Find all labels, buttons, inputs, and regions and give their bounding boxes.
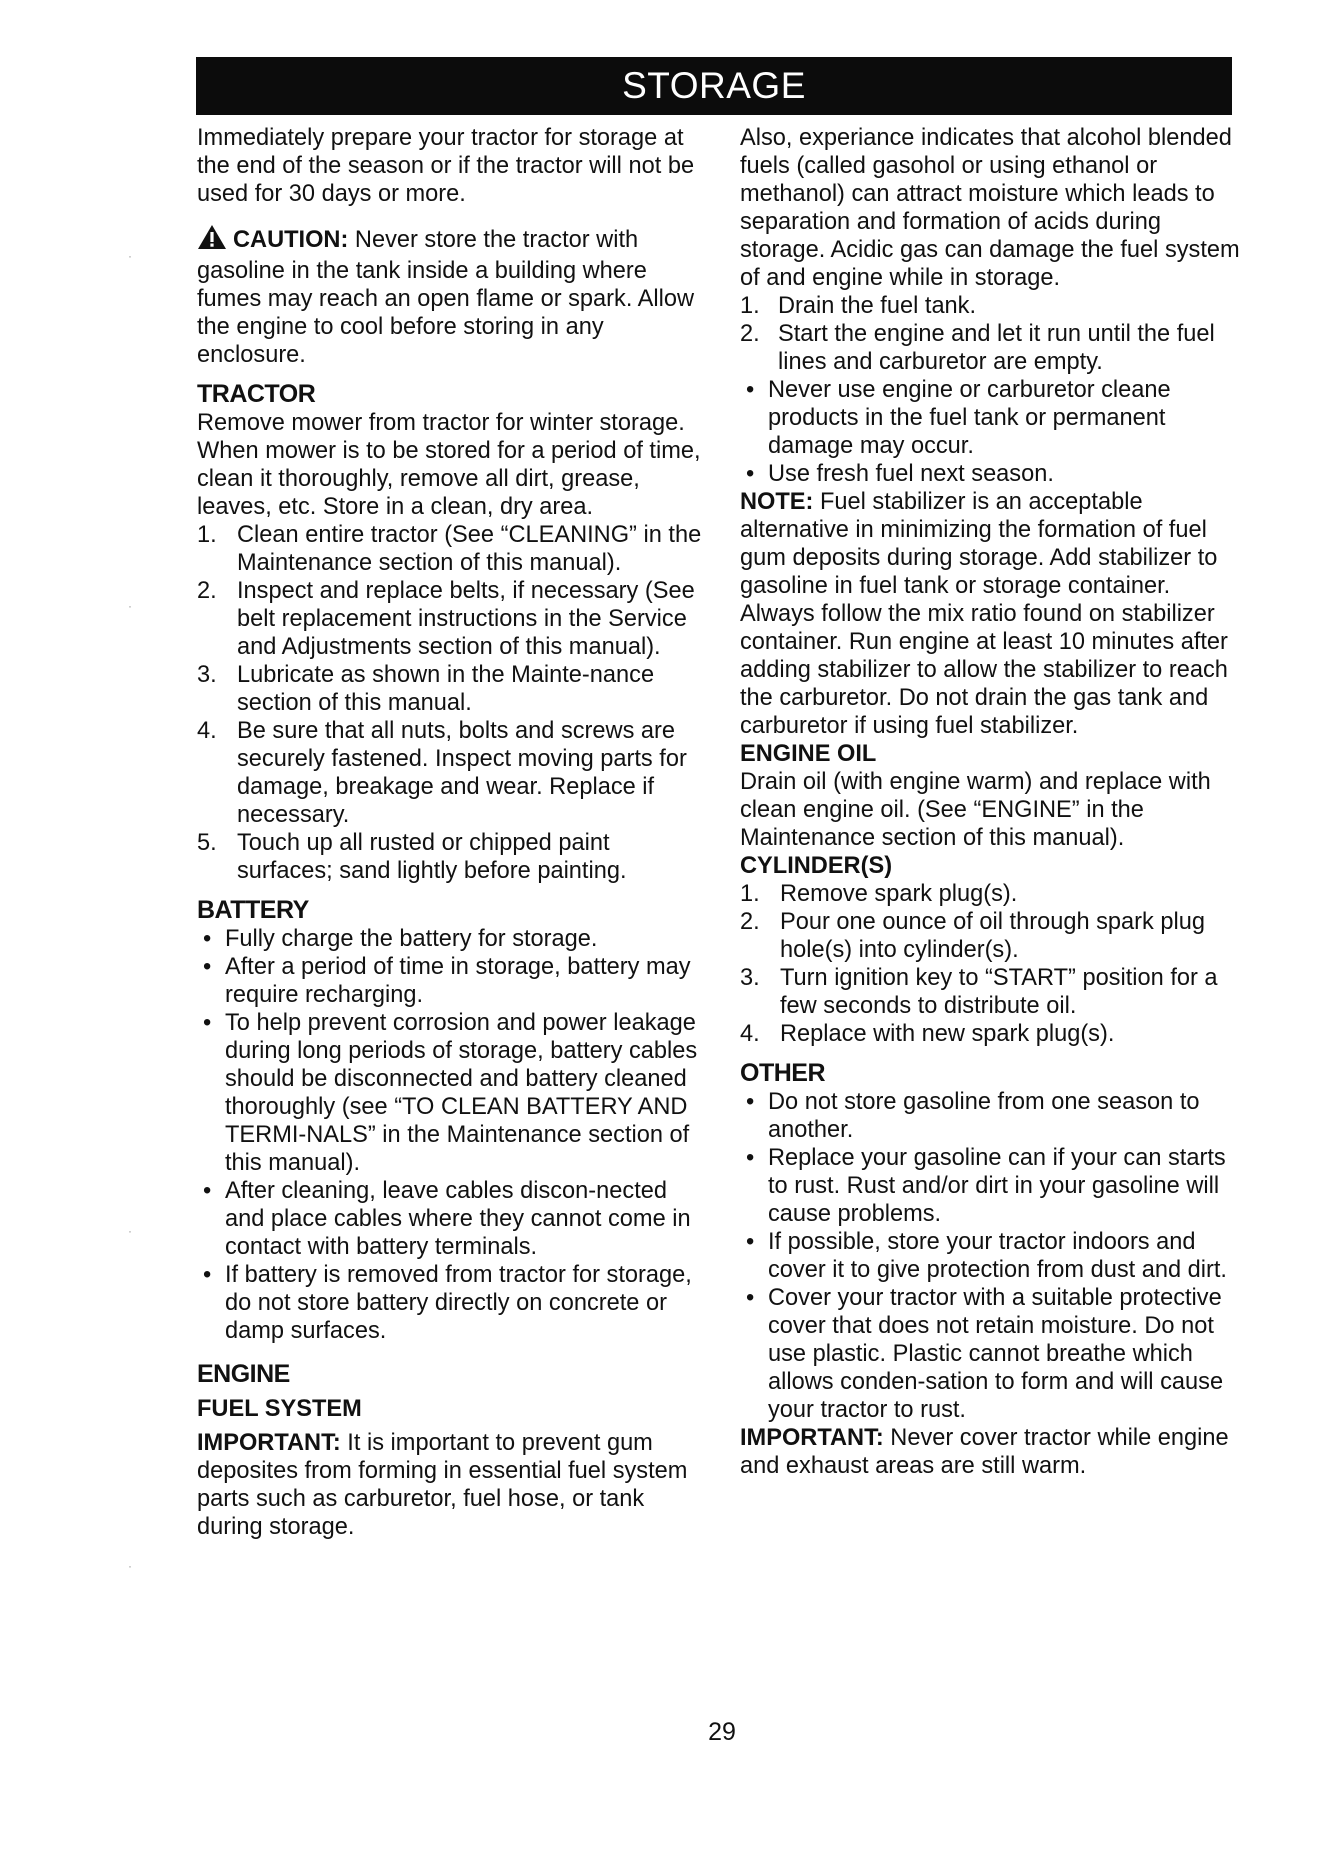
list-item: 3. Lubricate as shown in the Mainte-nance section of this manual.: [197, 662, 655, 716]
list-item: • Replace your gasoline can if your can starts to rust. Rust and/or dirt in your gasoline will cause problems.: [746, 1145, 1226, 1227]
list-item: 2. Inspect and replace belts, if necessary (See belt replacement instructions in the Service and Adjustments section of this manual).: [197, 578, 695, 660]
tractor-steps: [197, 521, 703, 885]
other-heading: OTHER: [740, 1059, 825, 1087]
fuel-bullets: [740, 376, 1240, 488]
list-item: 1. Clean entire tractor (See “CLEANING” in the Maintenance section of this manual).: [197, 522, 702, 576]
important-label: IMPORTANT:: [197, 1430, 341, 1456]
list-item: 1. Remove spark plug(s).: [740, 881, 1018, 907]
fuel-system-heading: FUEL SYSTEM: [197, 1396, 362, 1422]
caution-label: CAUTION:: [233, 227, 349, 253]
fuel-system-important: [197, 1429, 703, 1541]
right-column: [740, 124, 1240, 1480]
note-paragraph: [740, 488, 1240, 740]
list-item: • Never use engine or carburetor cleane products in the fuel tank or permanent damage may occur.: [746, 377, 1171, 459]
list-item: 5. Touch up all rusted or chipped paint surfaces; sand lightly before painting.: [197, 830, 627, 884]
scan-speck: ·: [128, 249, 132, 263]
important-label: IMPORTANT:: [740, 1425, 884, 1451]
other-list: [740, 1088, 1240, 1424]
battery-list: [197, 925, 703, 1345]
note-label: NOTE:: [740, 489, 814, 515]
left-column: [197, 124, 703, 1541]
tractor-heading: TRACTOR: [197, 380, 316, 408]
list-item: • If possible, store your tractor indoors and cover it to give protection from dust and dirt.: [746, 1229, 1227, 1283]
list-item: 4. Be sure that all nuts, bolts and screws are securely fastened. Inspect moving parts for damage, breakage and wear. Replace if necessary.: [197, 718, 687, 828]
section-banner: [196, 57, 1232, 115]
list-item: • Use fresh fuel next season.: [746, 461, 1054, 487]
list-item: • Cover your tractor with a suitable protective cover that does not retain moisture. Do not use plastic. Plastic cannot breathe which allows conden-sation to form and will cause your tractor to rust.: [746, 1285, 1224, 1423]
list-item: 2. Pour one ounce of oil through spark plug hole(s) into cylinder(s).: [740, 909, 1205, 963]
list-item: • Fully charge the battery for storage.: [203, 926, 598, 952]
page-number: 29: [708, 1718, 736, 1746]
list-item: 4. Replace with new spark plug(s).: [740, 1021, 1115, 1047]
warning-triangle-icon: [197, 224, 227, 257]
list-item: • After a period of time in storage, battery may require recharging.: [203, 954, 691, 1008]
page-title: STORAGE: [622, 65, 806, 106]
list-item: 1. Drain the fuel tank.: [740, 293, 977, 319]
important-text: It is important to prevent gum deposites from forming in essential fuel system parts such as carburetor, fuel hose, or tank during storage.: [197, 1430, 688, 1540]
list-item: • Do not store gasoline from one season to another.: [746, 1089, 1200, 1143]
scan-speck: ·: [128, 1559, 132, 1573]
cylinder-steps: [740, 880, 1240, 1048]
engine-oil-heading: ENGINE OIL: [740, 741, 877, 767]
alcohol-fuel-paragraph: Also, experiance indicates that alcohol blended fuels (called gasohol or using ethanol or methanol) can attract moisture which leads to separation and formation of acids during storage. Acidic gas can damage the fuel system of and engine while in storage.: [740, 125, 1240, 291]
caution-paragraph: [197, 224, 703, 369]
cylinders-heading: CYLINDER(S): [740, 853, 893, 879]
list-item: 2. Start the engine and let it run until the fuel lines and carburetor are empty.: [740, 321, 1215, 375]
fuel-drain-steps: [740, 292, 1240, 376]
battery-heading: BATTERY: [197, 896, 309, 924]
caution-text: Never store the tractor with gasoline in the tank inside a building where fumes may reach an open flame or spark. Allow the engine to cool before storing in any enclosure.: [197, 227, 695, 368]
engine-heading: ENGINE: [197, 1360, 290, 1388]
scan-speck: ·: [128, 1224, 132, 1238]
list-item: • To help prevent corrosion and power leakage during long periods of storage, battery cables should be disconnected and battery cleaned thoroughly (see “TO CLEAN BATTERY AND TERMI-NALS” in the Maintenance section of this manual).: [203, 1010, 698, 1176]
list-item: • After cleaning, leave cables discon-nected and place cables where they cannot come in contact with battery terminals.: [203, 1178, 691, 1260]
list-item: • If battery is removed from tractor for storage, do not store battery directly on concrete or damp surfaces.: [203, 1262, 692, 1344]
intro-paragraph: Immediately prepare your tractor for storage at the end of the season or if the tractor will not be used for 30 days or more.: [197, 125, 695, 207]
note-text: Fuel stabilizer is an acceptable alternative in minimizing the formation of fuel gum deposits during storage. Add stabilizer to gasoline in fuel tank or storage container. Always follow the mix ratio found on stabilizer container. Run engine at least 10 minutes after adding stabilizer to allow the stabilizer to reach the carburetor. Do not drain the gas tank and carburetor if using fuel stabilizer.: [740, 489, 1228, 739]
important-text: Never cover tractor while engine and exhaust areas are still warm.: [740, 1425, 1229, 1479]
list-item: 3. Turn ignition key to “START” position for a few seconds to distribute oil.: [740, 965, 1218, 1019]
other-important: [740, 1424, 1240, 1480]
engine-oil-text: Drain oil (with engine warm) and replace with clean engine oil. (See “ENGINE” in the Maintenance section of this manual).: [740, 769, 1211, 851]
tractor-intro: Remove mower from tractor for winter storage. When mower is to be stored for a period of time, clean it thoroughly, remove all dirt, grease, leaves, etc. Store in a clean, dry area.: [197, 410, 701, 520]
scan-speck: ·: [128, 599, 132, 613]
